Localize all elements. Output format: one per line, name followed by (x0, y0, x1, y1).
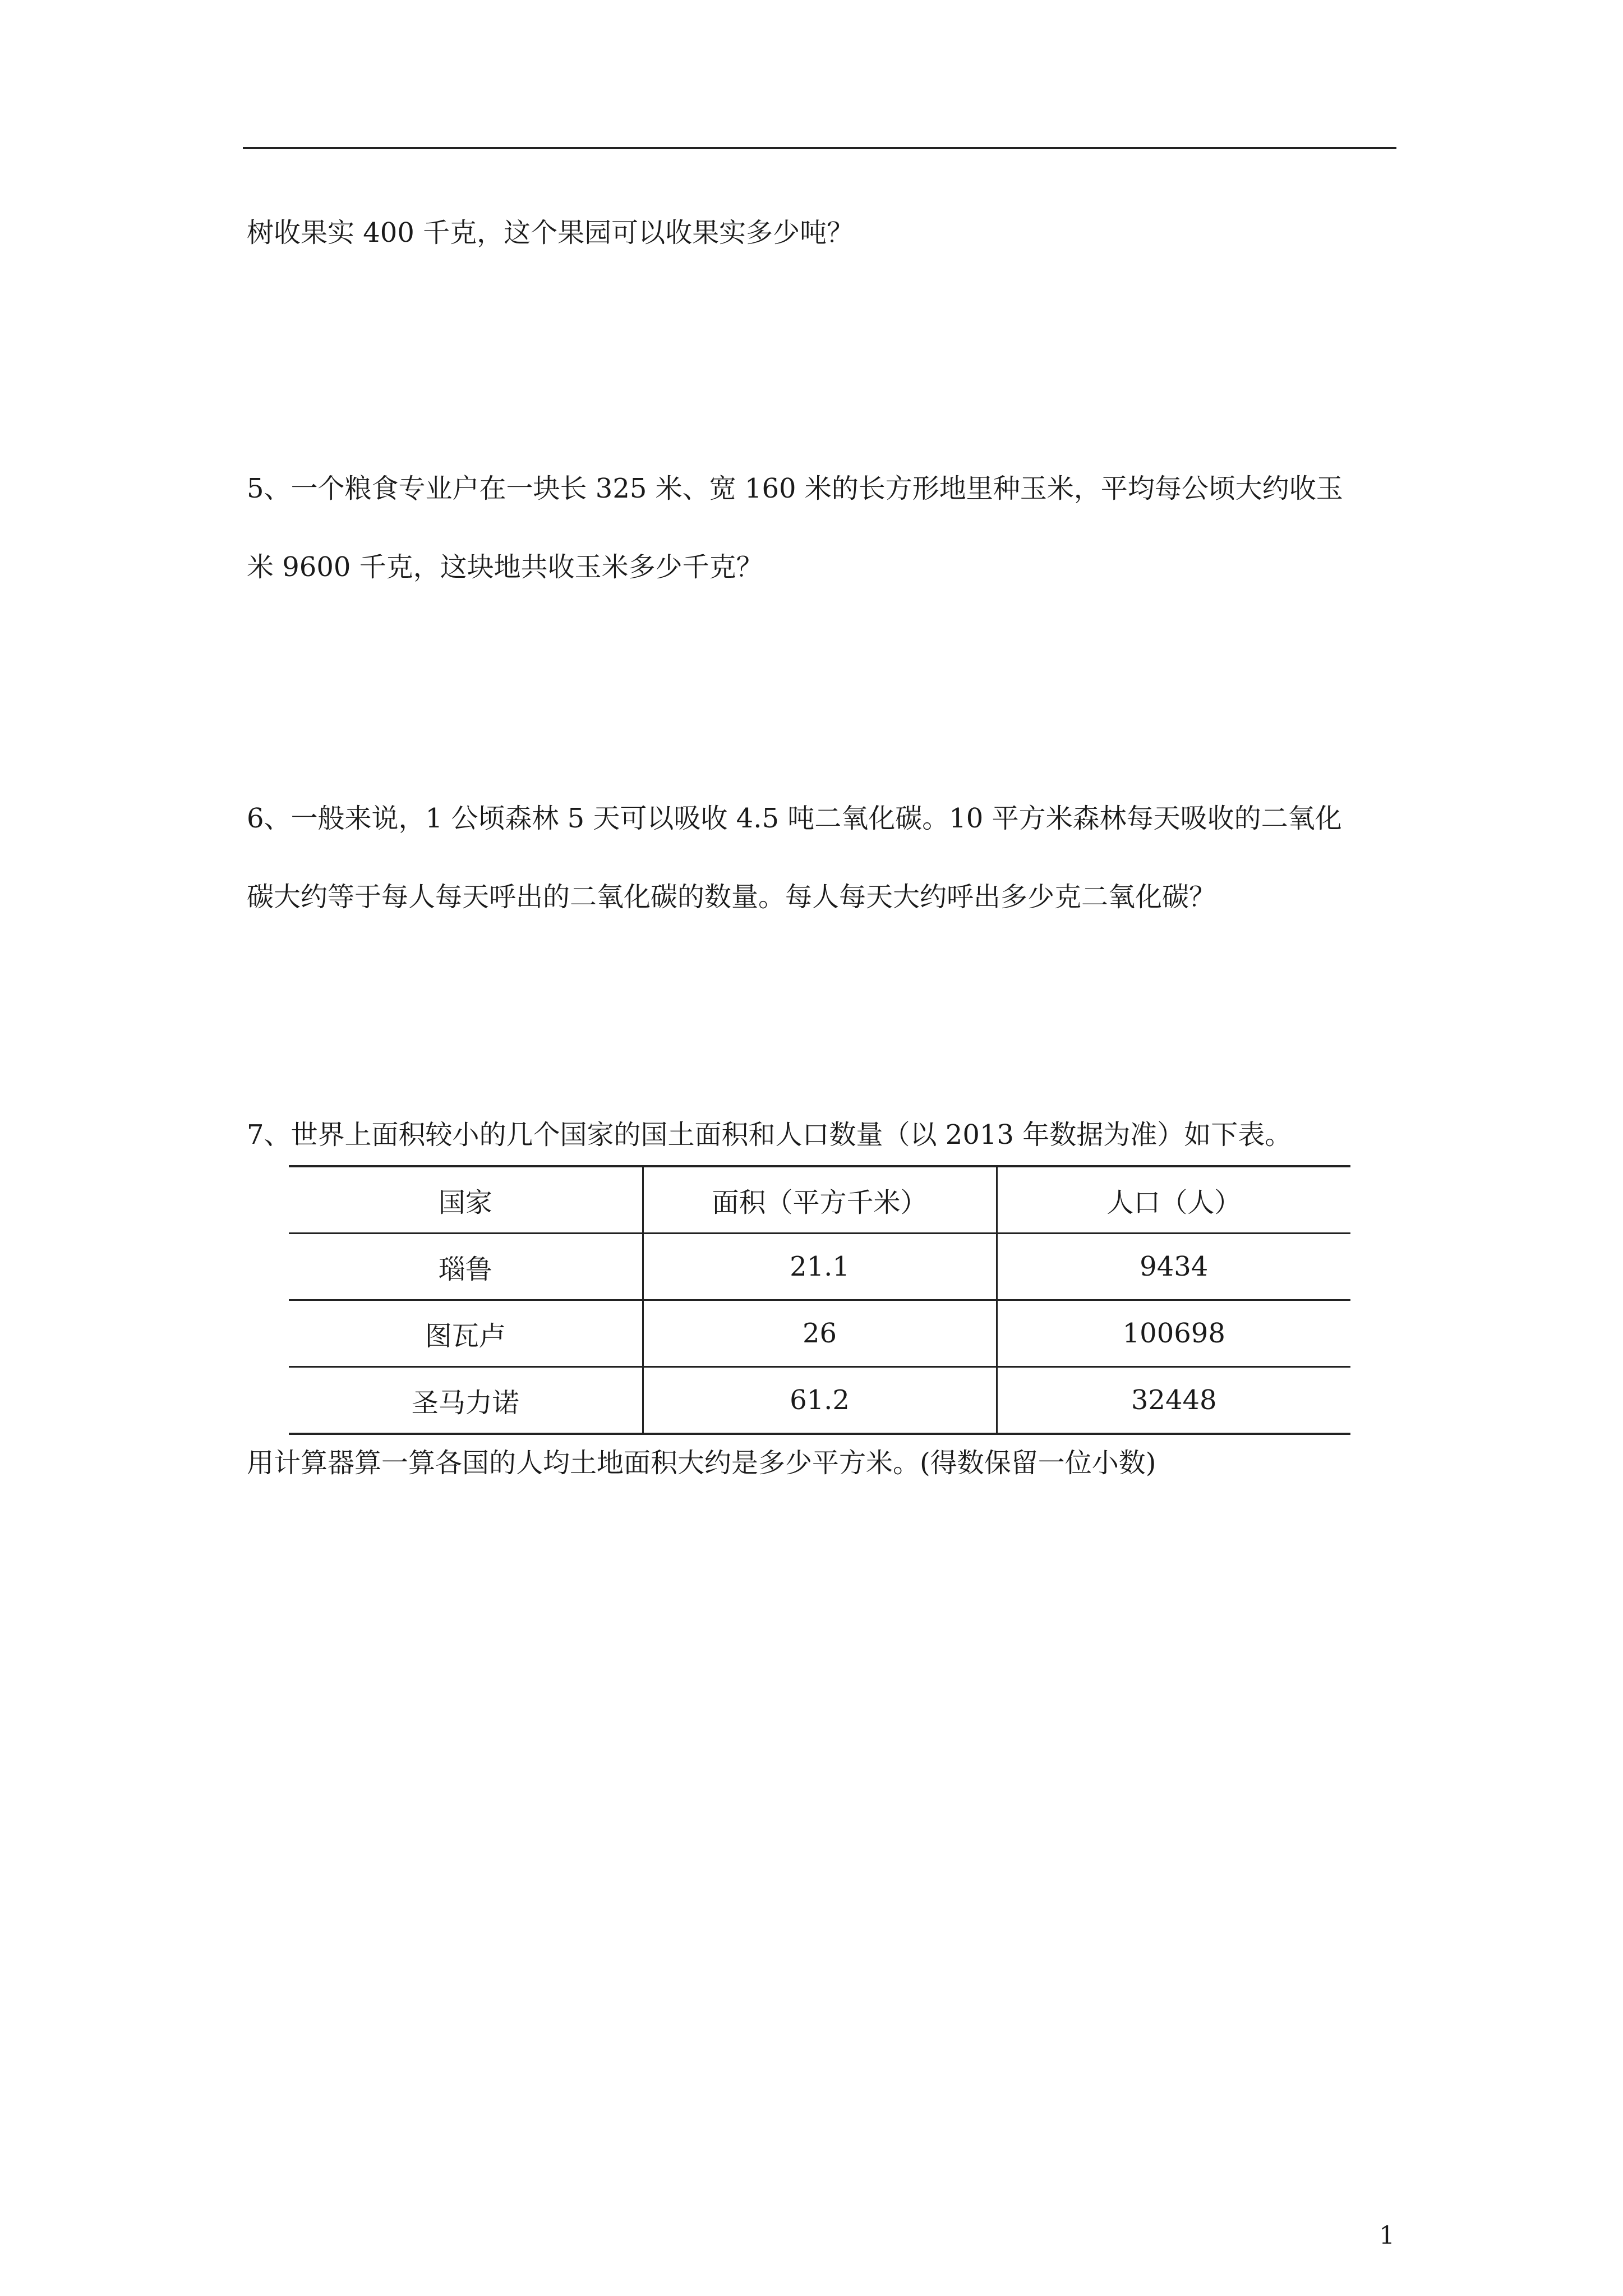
question-6-line-1: 6、一般来说，1 公顷森林 5 天可以吸收 4.5 吨二氧化碳。10 平方米森林每天吸收的二氧化 (247, 803, 1342, 834)
table-row (289, 1300, 1350, 1367)
header-area: 面积（平方千米） (643, 1166, 997, 1234)
cell-population: 9434 (997, 1234, 1350, 1300)
cell-country: 圣马力诺 (289, 1367, 643, 1434)
table-row (289, 1234, 1350, 1300)
cell-area: 61.2 (643, 1367, 997, 1434)
cell-population: 100698 (997, 1300, 1350, 1367)
question-6-line-2: 碳大约等于每人每天呼出的二氧化碳的数量。每人每天大约呼出多少克二氧化碳？ (247, 881, 1216, 913)
cell-country: 瑙鲁 (289, 1234, 643, 1300)
table-row (289, 1367, 1350, 1434)
question-5-line-2: 米 9600 千克，这块地共收玉米多少千克？ (247, 551, 763, 583)
question-7-intro: 7、世界上面积较小的几个国家的国土面积和人口数量（以 2013 年数据为准）如下表。 (247, 1119, 1292, 1151)
cell-country: 图瓦卢 (289, 1300, 643, 1367)
header-rule (243, 147, 1396, 149)
question-5-line-1: 5、一个粮食专业户在一块长 325 米、宽 160 米的长方形地里种玉米，平均每公顷大约收玉 (247, 473, 1343, 504)
cell-area: 26 (643, 1300, 997, 1367)
question-5 (247, 449, 1396, 606)
question-7-task: 用计算器算一算各国的人均土地面积大约是多少平方米。(得数保留一位小数) (247, 1447, 1156, 1479)
header-country: 国家 (289, 1166, 643, 1234)
cell-area: 21.1 (643, 1234, 997, 1300)
question-6 (247, 779, 1396, 936)
cell-population: 32448 (997, 1367, 1350, 1434)
question-4-continuation: 树收果实 400 千克，这个果园可以收果实多少吨？ (247, 217, 854, 249)
header-population: 人口（人） (997, 1166, 1350, 1234)
page-number: 1 (1379, 2221, 1395, 2250)
country-data-table (289, 1165, 1350, 1435)
table-header-row (289, 1166, 1350, 1234)
